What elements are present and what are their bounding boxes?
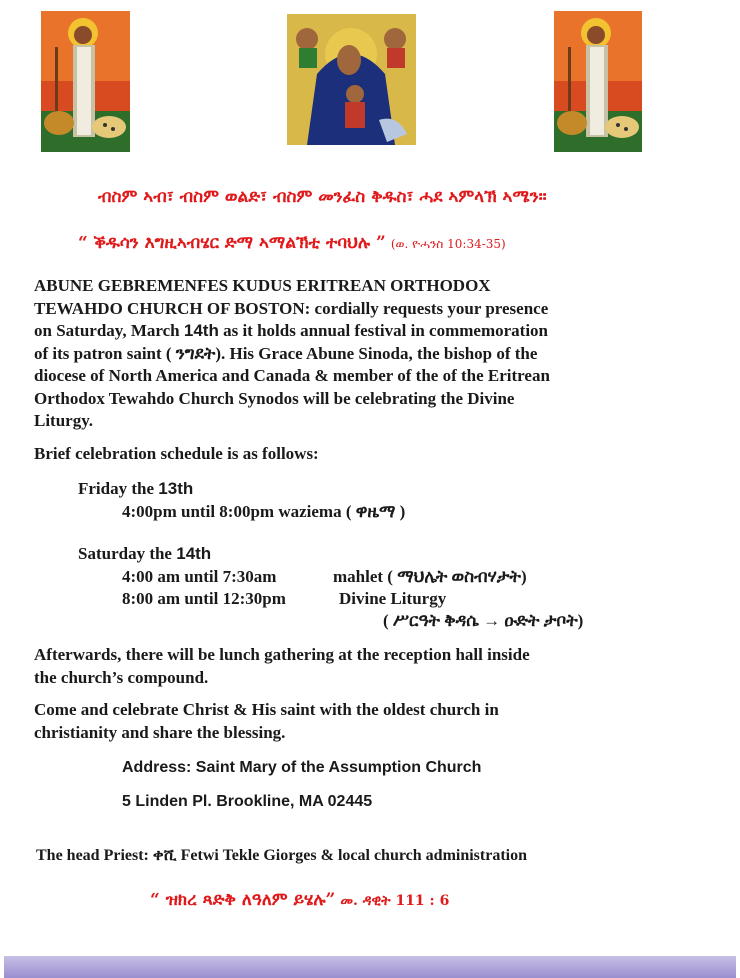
saint-image-left: [41, 11, 130, 152]
blessing-line: ብስም ኣብ፣ ብስም ወልድ፣ ብስም መንፈስ ቅዱስ፣ ሓደ ኣምላኽ ኣሜን።: [98, 187, 547, 207]
intro-line-4: of its patron saint ( ንግደት). His Grace Abune Sinoda, the bishop of the: [34, 343, 538, 363]
invite-line-1: Come and celebrate Christ & His saint with the oldest church in: [34, 700, 499, 719]
intro-line-6: Orthodox Tewahdo Church Synodos will be celebrating the Divine: [34, 388, 515, 408]
saint-icon: [554, 11, 642, 152]
intro-line-2: TEWAHDO CHURCH OF BOSTON: cordially requests your presence: [34, 298, 549, 318]
saturday-label-text: Saturday the: [78, 544, 172, 563]
festival-day: 14th: [183, 321, 219, 340]
schedule-heading: Brief celebration schedule is as follows:: [34, 444, 319, 463]
intro-line-7: Liturgy.: [34, 411, 94, 430]
closing-line: [150, 890, 449, 910]
quote-reference: (ወ. ዮሓንስ 10:34-35): [390, 237, 506, 251]
friday-time: 4:00pm until 8:00pm waziema ( ዋዜማ ): [122, 502, 406, 521]
intro-paragraph: [34, 275, 704, 433]
address-line-1: Address: Saint Mary of the Assumption Church: [122, 759, 482, 776]
saturday-time-2: 8:00 am until 12:30pm: [122, 589, 286, 608]
lunch-paragraph: [34, 644, 714, 689]
address-line-2: 5 Linden Pl. Brookline, MA 02445: [122, 793, 373, 810]
head-priest-line: The head Priest: ቀሺ Fetwi Tekle Giorges & local church administration: [36, 847, 528, 864]
saturday-label: [78, 543, 211, 566]
saint-image-right: [554, 11, 642, 152]
intro-line-1: ABUNE GEBREMENFES KUDUS ERITREAN ORTHODOX: [34, 276, 491, 295]
closing-reference: መ. ዳዊት 111 : 6: [340, 893, 450, 909]
quote-text: “ ቕዱሳን እግዚኣብሄር ድማ ኣማልኽቲ ተባህሉ ”: [78, 233, 386, 253]
bottom-bar: [4, 956, 736, 978]
saturday-event-1: mahlet ( ማህሌት ወስብሃታት): [333, 567, 527, 586]
saturday-event-2-note: ( ሥርዓት ቅዳሴ → ዑድት ታቦት): [383, 611, 584, 630]
saint-icon: [41, 11, 130, 152]
friday-label: [78, 478, 193, 501]
intro-line-3b: as it holds annual festival in commemoration: [223, 321, 548, 340]
quote-line: [78, 233, 506, 253]
lunch-line-1: Afterwards, there will be lunch gathering at the reception hall inside: [34, 645, 530, 664]
saturday-day: 14th: [176, 544, 212, 563]
lunch-line-2: the church’s compound.: [34, 667, 209, 687]
friday-label-text: Friday the: [78, 479, 155, 498]
madonna-icon: [287, 14, 416, 145]
intro-line-3a: on Saturday, March: [34, 321, 180, 340]
closing-text: “ ዝክረ ጻድቅ ለዓለም ይሄሉ”: [150, 890, 336, 910]
madonna-image: [287, 14, 416, 145]
invite-line-2: christianity and share the blessing.: [34, 722, 286, 742]
intro-line-5: diocese of North America and Canada & member of the of the Eritrean: [34, 366, 550, 385]
saturday-time-1: 4:00 am until 7:30am: [122, 567, 277, 586]
intro-line-3: [34, 320, 704, 343]
saturday-event-2: Divine Liturgy: [339, 589, 447, 608]
friday-day: 13th: [158, 479, 194, 498]
invite-paragraph: [34, 699, 714, 744]
